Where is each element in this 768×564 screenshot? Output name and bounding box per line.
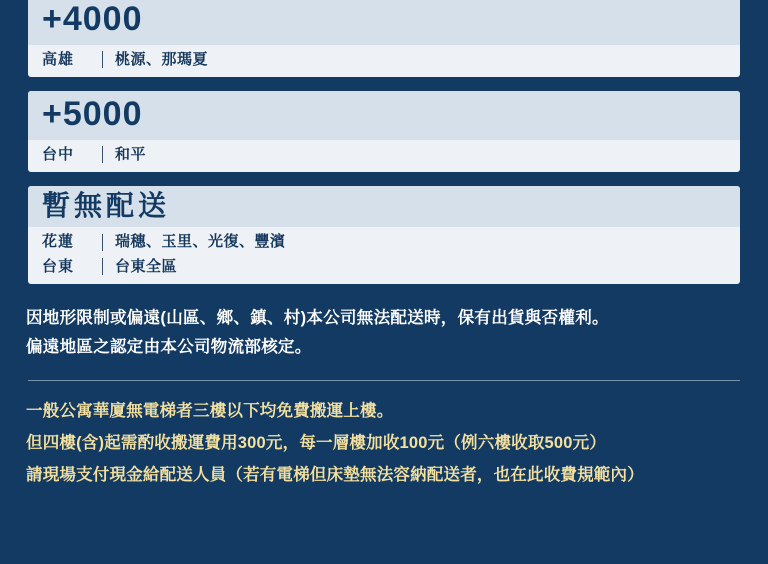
city-label: 高雄: [42, 50, 75, 68]
district-label: 瑞穗、玉里、光復、豐濱: [115, 233, 286, 250]
fee-card-rows: [28, 45, 740, 78]
city-label: 台東: [42, 257, 75, 275]
section-divider: [28, 380, 740, 381]
divider-icon: [102, 146, 103, 163]
divider-icon: [102, 51, 103, 68]
table-row: [28, 48, 740, 73]
fee-card-header: [28, 0, 740, 45]
table-row: [28, 230, 740, 255]
table-row: [28, 255, 740, 280]
fee-card-kaohsiung: [28, 0, 740, 77]
fee-amount: +4000: [42, 0, 143, 38]
note-line: 偏遠地區之認定由本公司物流部核定。: [26, 337, 312, 356]
city-label: 台中: [42, 145, 75, 163]
fee-card-no-delivery: [28, 186, 740, 284]
district-label: 桃源、那瑪夏: [115, 50, 209, 68]
divider-icon: [102, 234, 103, 251]
fee-card-rows: [28, 140, 740, 173]
city-label: 花蓮: [42, 233, 75, 250]
divider-icon: [102, 258, 103, 275]
fee-card-rows: [28, 227, 740, 284]
district-label: 和平: [115, 145, 147, 163]
fee-card-header: [28, 186, 740, 227]
district-label: 台東全區: [115, 257, 178, 275]
fee-note-line: 但四樓(含)起需酌收搬運費用300元，每一層樓加收100元（例六樓收取500元）: [26, 433, 607, 452]
fee-amount: +5000: [42, 95, 143, 133]
note-line: 因地形限制或偏遠(山區、鄉、鎮、村)本公司無法配送時，保有出貨與否權利。: [26, 309, 609, 327]
table-row: [28, 143, 740, 168]
fee-card-header: [28, 91, 740, 140]
notes-section: [0, 298, 768, 491]
fee-note-line: 一般公寓華廈無電梯者三樓以下均免費搬運上樓。: [26, 401, 394, 420]
fee-amount: 暫無配送: [42, 190, 171, 221]
fee-card-taichung: [28, 91, 740, 172]
fee-note-line: 請現場支付現金給配送人員（若有電梯但床墊無法容納配送者，也在此收費規範內）: [26, 466, 644, 485]
